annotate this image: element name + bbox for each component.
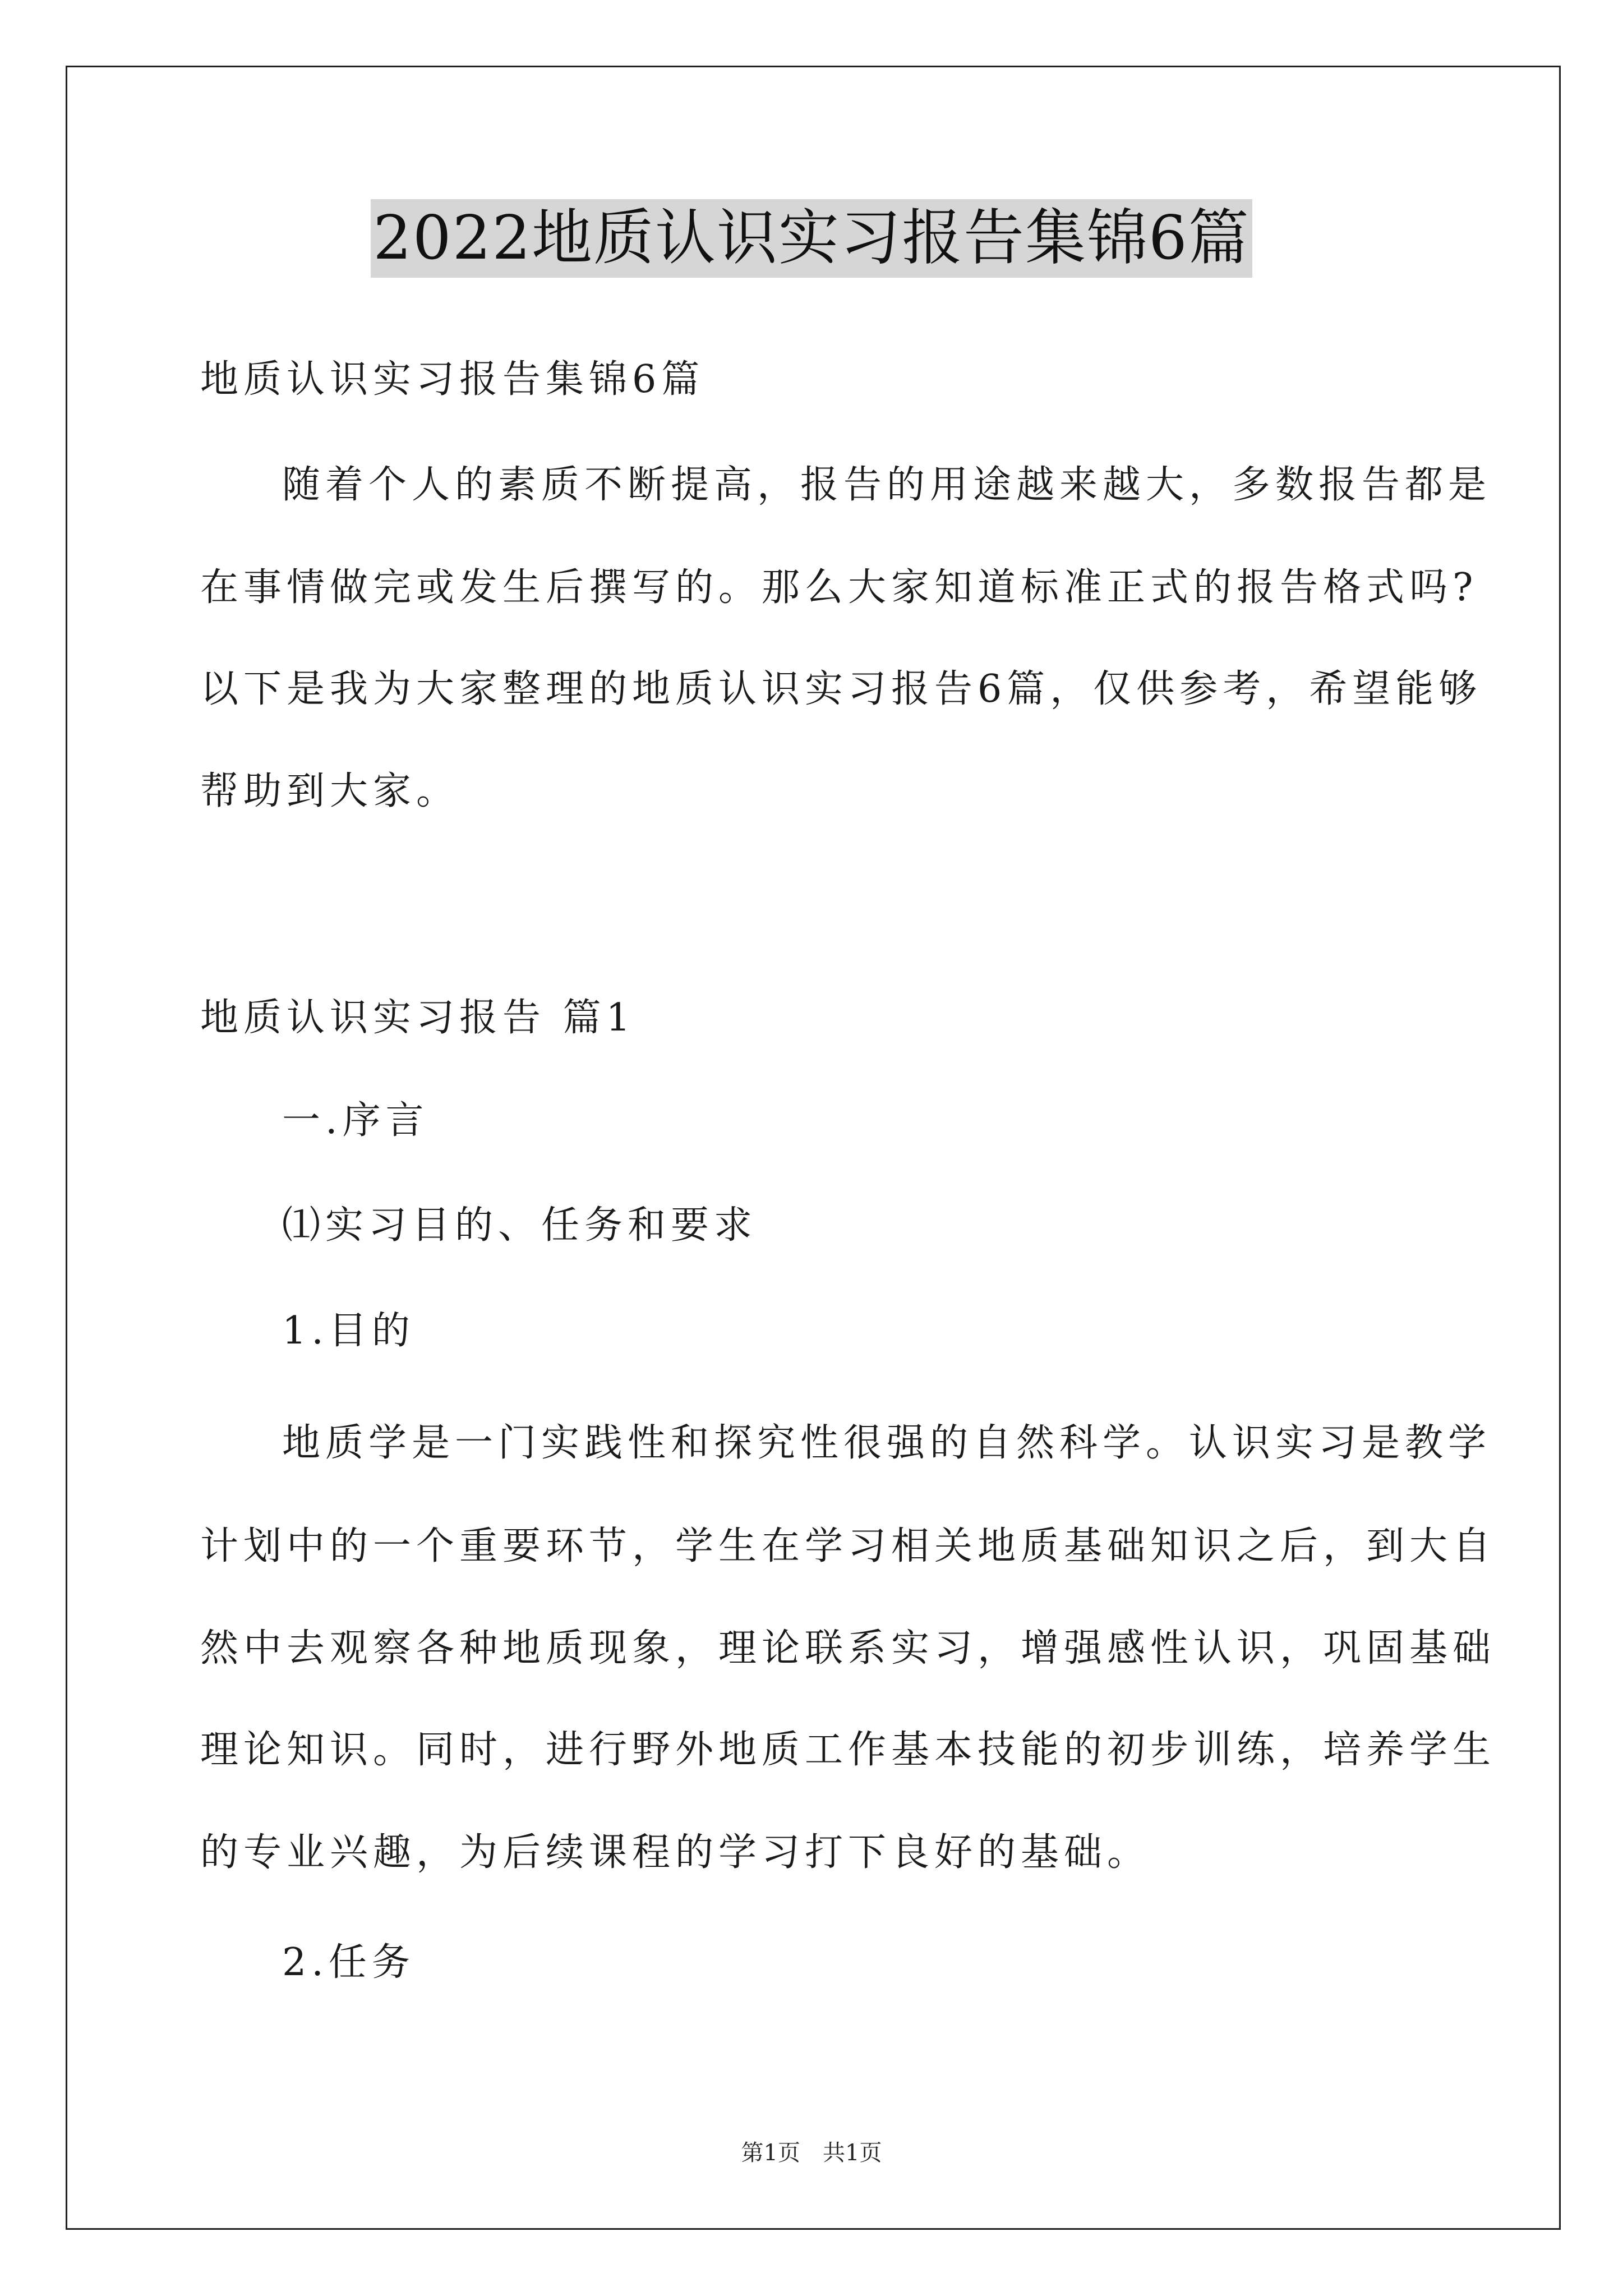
document-subtitle: 地质认识实习报告集锦6篇 — [200, 357, 705, 402]
title-container — [0, 199, 1623, 278]
purpose-line-4: 理论知识。同时，进行野外地质工作基本技能的初步训练，培养学生 — [200, 1728, 1496, 1772]
purpose-line-5: 的专业兴趣，为后续课程的学习打下良好的基础。 — [200, 1830, 1151, 1875]
subsection-heading: ⑴实习目的、任务和要求 — [282, 1203, 758, 1248]
preface-heading: 一.序言 — [282, 1098, 429, 1143]
intro-line-3: 以下是我为大家整理的地质认识实习报告6篇，仅供参考，希望能够 — [200, 667, 1482, 711]
purpose-line-1: 地质学是一门实践性和探究性很强的自然科学。认识实习是教学 — [282, 1421, 1492, 1465]
intro-line-4: 帮助到大家。 — [200, 769, 460, 813]
task-heading: 2.任务 — [282, 1940, 415, 1985]
purpose-line-3: 然中去观察各种地质现象，理论联系实习，增强感性认识，巩固基础 — [200, 1626, 1496, 1671]
purpose-heading: 1.目的 — [282, 1309, 415, 1353]
purpose-line-2: 计划中的一个重要环节，学生在学习相关地质基础知识之后，到大自 — [200, 1524, 1496, 1568]
intro-line-1: 随着个人的素质不断提高，报告的用途越来越大，多数报告都是 — [282, 463, 1492, 507]
section-heading: 地质认识实习报告 篇1 — [200, 996, 635, 1040]
intro-line-2: 在事情做完或发生后撰写的。那么大家知道标准正式的报告格式吗? — [200, 565, 1478, 610]
document-title: 2022地质认识实习报告集锦6篇 — [371, 199, 1252, 278]
page-footer: 第1页 共1页 — [741, 2140, 882, 2166]
